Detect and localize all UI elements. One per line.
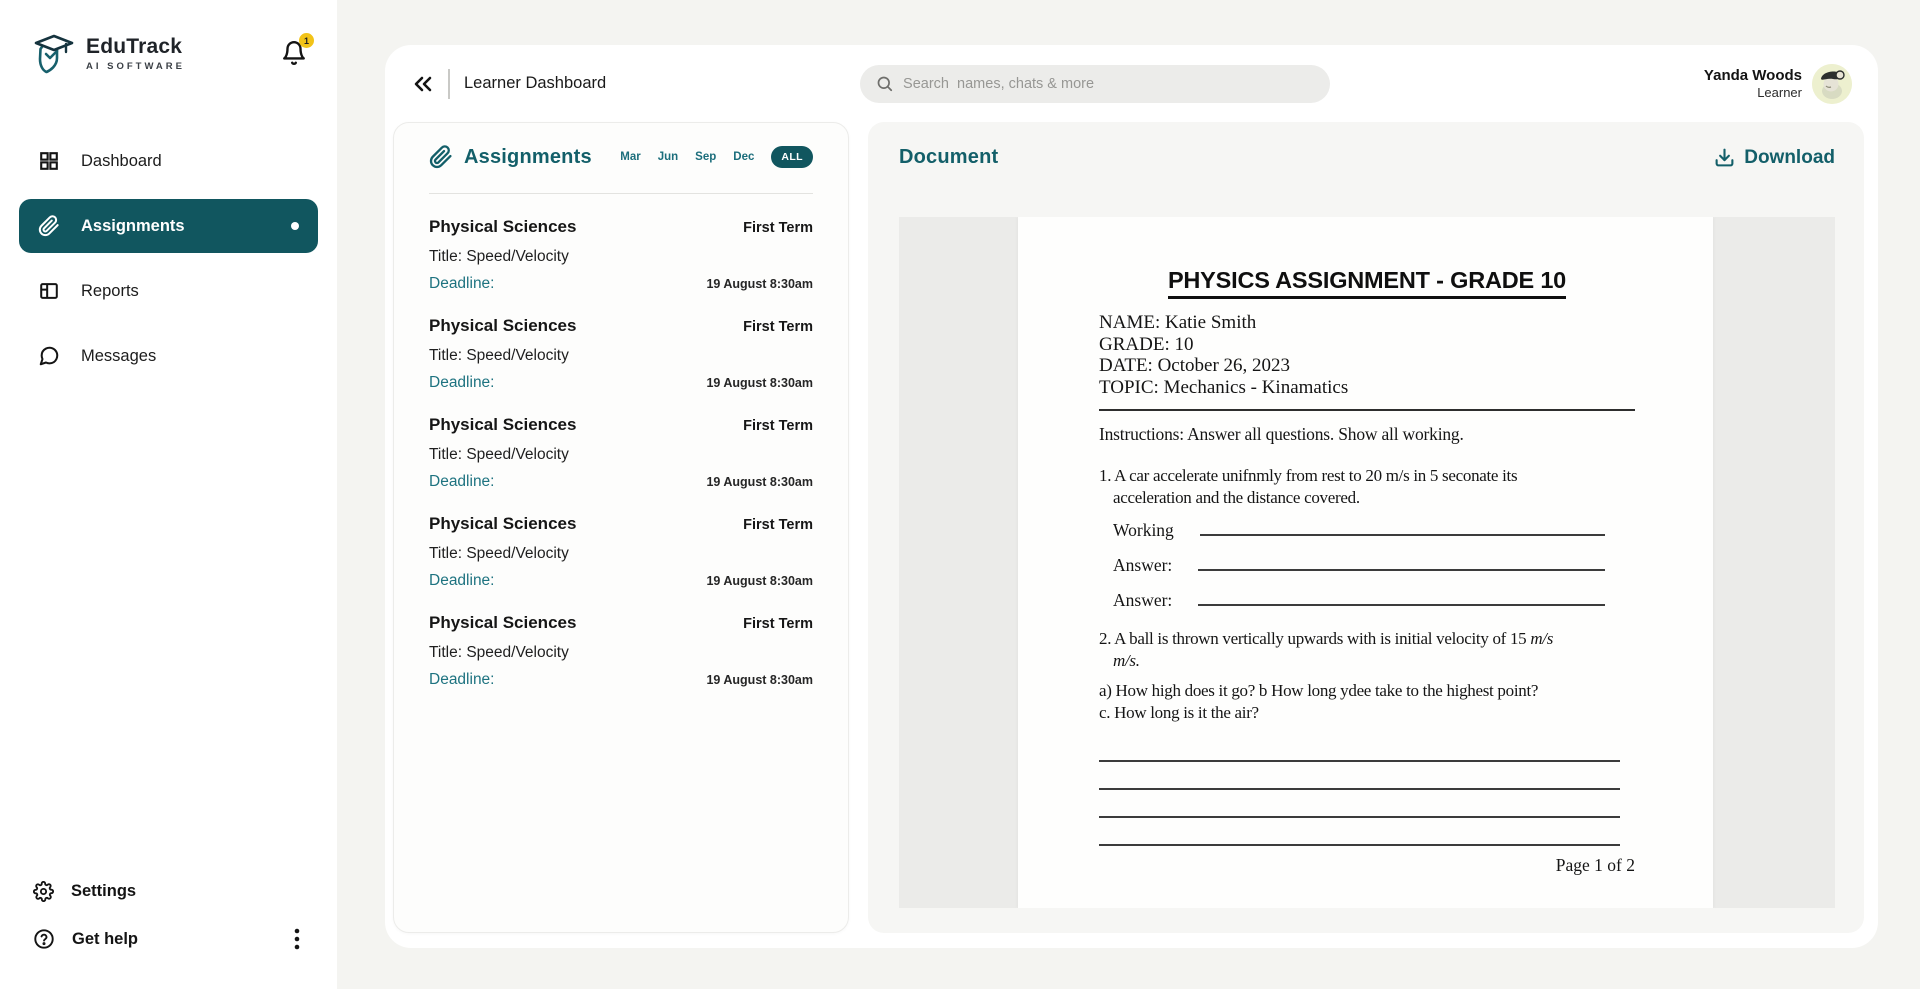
- assignment-term: First Term: [743, 616, 813, 632]
- assignment-title: Title: Speed/Velocity: [429, 248, 569, 265]
- filter-jun[interactable]: Jun: [657, 151, 679, 163]
- document-panel-title: Document: [899, 146, 999, 168]
- question-2-line-2: m/s.: [1113, 651, 1140, 670]
- assignment-deadline-value: 19 August 8:30am: [706, 574, 813, 588]
- get-help-button[interactable]: [19, 915, 318, 963]
- filter-mar[interactable]: Mar: [620, 151, 641, 163]
- topbar-divider: [448, 69, 450, 99]
- question-2: [1099, 628, 1635, 672]
- meta-topic: TOPIC: Mechanics - Kinamatics: [1099, 376, 1349, 398]
- question-1-line-1: 1. A car accelerate unifnmly from rest to 20 m/s in 5 seconate its: [1099, 466, 1518, 485]
- sidebar-nav: [0, 134, 337, 394]
- assignment-list-item[interactable]: [429, 491, 813, 590]
- question-1: [1099, 465, 1635, 509]
- blank-answer-line: [1198, 586, 1605, 606]
- notification-badge: 1: [299, 33, 314, 48]
- main-panel: [385, 45, 1878, 948]
- notifications-bell-icon[interactable]: [281, 35, 309, 66]
- assignment-subject: Physical Sciences: [429, 415, 577, 434]
- app-subtitle: AI SOFTWARE: [86, 60, 185, 72]
- reports-table-icon: [38, 280, 60, 302]
- assignment-term: First Term: [743, 319, 813, 335]
- blank-answer-line: [1198, 551, 1605, 571]
- assignments-panel-title: Assignments: [464, 145, 592, 168]
- document-viewer[interactable]: [899, 217, 1835, 908]
- user-name: Yanda Woods: [1703, 67, 1802, 84]
- document-heading: PHYSICS ASSIGNMENT - GRADE 10: [1168, 267, 1566, 299]
- assignment-deadline-label[interactable]: Deadline:: [429, 671, 495, 688]
- meta-date: DATE: October 26, 2023: [1099, 355, 1291, 376]
- assignment-subject: Physical Sciences: [429, 316, 577, 335]
- dashboard-grid-icon: [38, 150, 60, 172]
- assignment-deadline-label[interactable]: Deadline:: [429, 473, 495, 490]
- sidebar: [0, 0, 337, 989]
- answer-label: Answer:: [1113, 590, 1173, 610]
- filter-all-button[interactable]: ALL: [771, 146, 813, 168]
- assignment-term: First Term: [743, 220, 813, 236]
- assignment-deadline-value: 19 August 8:30am: [706, 277, 813, 291]
- assignment-deadline-value: 19 August 8:30am: [706, 376, 813, 390]
- user-role: Learner: [1757, 85, 1802, 100]
- messages-chat-icon: [38, 345, 60, 367]
- assignment-list-item[interactable]: [429, 194, 813, 293]
- search-icon: [876, 75, 893, 92]
- settings-label: Settings: [71, 881, 137, 900]
- filter-sep[interactable]: Sep: [695, 151, 717, 163]
- assignments-panel: [393, 122, 849, 933]
- settings-button[interactable]: [19, 867, 318, 915]
- document-page: [1018, 217, 1713, 908]
- more-options-icon[interactable]: [290, 923, 304, 955]
- paperclip-icon: [38, 215, 60, 237]
- sidebar-item-label: Assignments: [81, 216, 185, 235]
- download-label: Download: [1744, 146, 1835, 168]
- question-2-parts: [1099, 680, 1635, 724]
- question-2-line-1: 2. A ball is thrown vertically upwards with is initial velocity of 15 m/s: [1099, 629, 1554, 648]
- gear-icon: [33, 881, 54, 902]
- topbar: [385, 45, 1878, 122]
- assignment-term: First Term: [743, 517, 813, 533]
- assignment-title: Title: Speed/Velocity: [429, 644, 569, 661]
- assignment-deadline-value: 19 August 8:30am: [706, 673, 813, 687]
- document-rule: [1099, 409, 1635, 411]
- collapse-double-chevron-icon[interactable]: [410, 72, 436, 96]
- paperclip-icon: [429, 145, 453, 169]
- download-button[interactable]: [1714, 147, 1835, 169]
- document-panel: [868, 122, 1864, 933]
- assignment-list-item[interactable]: [429, 392, 813, 491]
- search-input[interactable]: [903, 76, 1314, 92]
- assignment-title: Title: Speed/Velocity: [429, 446, 569, 463]
- assignment-deadline-value: 19 August 8:30am: [706, 475, 813, 489]
- sidebar-item-messages[interactable]: [19, 329, 318, 383]
- answer-label: Answer:: [1113, 555, 1173, 575]
- assignment-deadline-label[interactable]: Deadline:: [429, 374, 495, 391]
- assignment-title: Title: Speed/Velocity: [429, 347, 569, 364]
- assignment-subject: Physical Sciences: [429, 514, 577, 533]
- logo-text: [86, 35, 185, 72]
- sidebar-item-assignments[interactable]: [19, 199, 318, 253]
- question-2c: c. How long is it the air?: [1099, 703, 1259, 722]
- assignment-term: First Term: [743, 418, 813, 434]
- blank-answer-line: [1200, 516, 1605, 536]
- user-block[interactable]: [1704, 64, 1852, 104]
- document-meta: [1099, 312, 1635, 398]
- download-icon: [1714, 147, 1735, 168]
- assignment-list-item[interactable]: [429, 293, 813, 392]
- assignment-deadline-label[interactable]: Deadline:: [429, 275, 495, 292]
- sidebar-footer: [0, 867, 337, 989]
- answer-row: [1099, 586, 1635, 614]
- question-2a: a) How high does it go? b How long ydee take to the highest point?: [1099, 681, 1539, 700]
- month-filters: [620, 146, 813, 168]
- page-number: Page 1 of 2: [1555, 855, 1635, 875]
- filter-dec[interactable]: Dec: [733, 151, 755, 163]
- question-1-line-2: acceleration and the distance covered.: [1113, 488, 1360, 507]
- sidebar-item-label: Dashboard: [81, 151, 162, 170]
- assignment-title: Title: Speed/Velocity: [429, 545, 569, 562]
- assignment-subject: Physical Sciences: [429, 217, 577, 236]
- assignment-subject: Physical Sciences: [429, 613, 577, 632]
- sidebar-item-label: Reports: [81, 281, 139, 300]
- working-row: [1099, 516, 1635, 544]
- assignment-deadline-label[interactable]: Deadline:: [429, 572, 495, 589]
- app-title: EduTrack: [86, 34, 183, 58]
- assignment-list-item[interactable]: [429, 590, 813, 689]
- working-label: Working: [1113, 520, 1174, 540]
- get-help-label: Get help: [72, 929, 139, 948]
- blank-writing-lines: [1099, 760, 1620, 846]
- search-bar[interactable]: [860, 65, 1330, 103]
- sidebar-item-reports[interactable]: [19, 264, 318, 318]
- avatar[interactable]: [1812, 64, 1852, 104]
- sidebar-item-dashboard[interactable]: [19, 134, 318, 188]
- document-instructions: Instructions: Answer all questions. Show all working.: [1099, 424, 1464, 444]
- edutrack-logo-icon: [30, 30, 76, 76]
- help-circle-icon: [33, 928, 55, 950]
- sidebar-item-label: Messages: [81, 346, 157, 365]
- meta-name: NAME: Katie Smith: [1099, 312, 1257, 333]
- answer-row: [1099, 551, 1635, 579]
- active-indicator-dot: [291, 222, 299, 230]
- meta-grade: GRADE: 10: [1099, 333, 1194, 355]
- page-title: Learner Dashboard: [464, 74, 607, 92]
